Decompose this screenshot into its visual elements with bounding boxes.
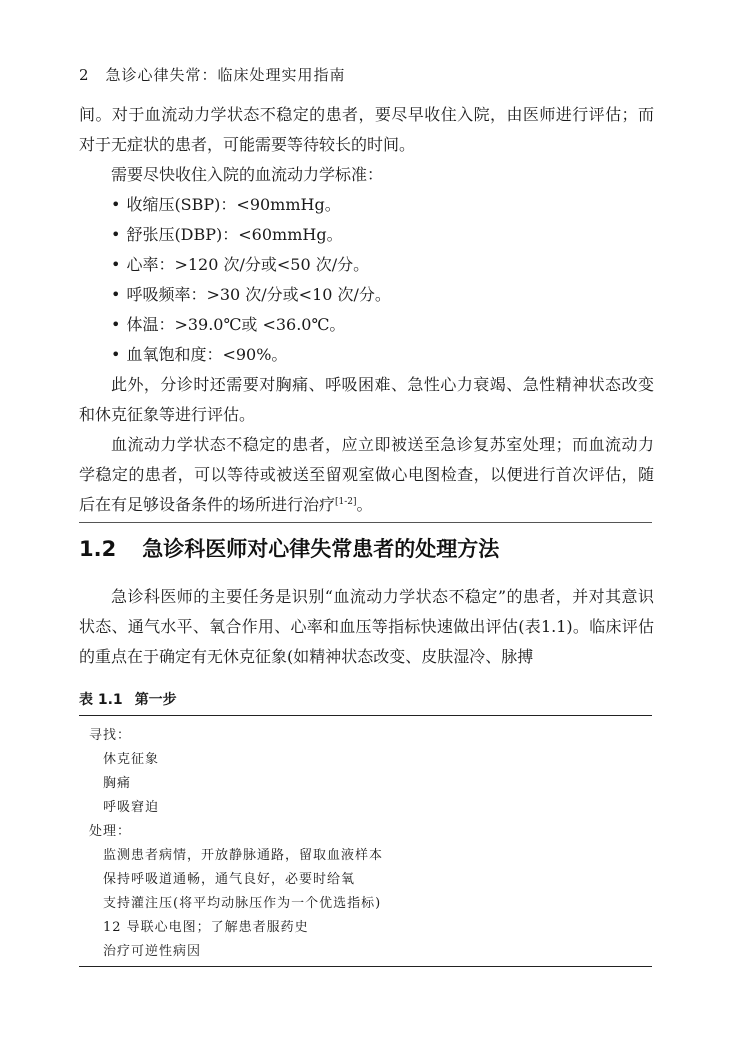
- criteria-intro: 需要尽快收住入院的血流动力学标准：: [111, 165, 384, 184]
- table-1-1: [79, 715, 652, 967]
- section-title: 急诊科医师对心律失常患者的处理方法: [142, 537, 500, 561]
- criteria-item: • 血氧饱和度：<90%。: [111, 340, 654, 370]
- look-for-label: 寻找：: [89, 728, 132, 743]
- paragraph-continuation: 间。对于血流动力学状态不稳定的患者，要尽早收住入院，由医师进行评估；而对于无症状的患者，可能需要等待较长的时间。: [79, 105, 654, 154]
- section-heading: [79, 522, 652, 569]
- treatment-item: 保持呼吸道通畅，通气良好，必要时给氧: [103, 872, 356, 887]
- treatment-item: 治疗可逆性病因: [103, 944, 202, 959]
- criteria-item: • 心率：>120 次/分或<50 次/分。: [111, 250, 654, 280]
- table-caption: [79, 688, 652, 712]
- paragraph-unstable: [79, 430, 654, 520]
- criteria-list: [79, 190, 654, 370]
- look-for-item: 呼吸窘迫: [103, 800, 160, 815]
- citation: [1-2]: [335, 497, 357, 507]
- running-header: [79, 64, 346, 85]
- section-number: 1.2: [79, 537, 117, 561]
- criteria-item: • 呼吸频率：>30 次/分或<10 次/分。: [111, 280, 654, 310]
- criteria-item: • 舒张压(DBP)：<60mmHg。: [111, 220, 654, 250]
- treatment-item: 监测患者病情，开放静脉通路，留取血液样本: [103, 848, 384, 863]
- look-for-item: 胸痛: [103, 776, 132, 791]
- section1-body: [79, 100, 654, 520]
- treatment-item: 支持灌注压(将平均动脉压作为一个优选指标): [103, 896, 382, 911]
- section2-paragraph: 急诊科医师的主要任务是识别“血流动力学状态不稳定”的患者，并对其意识状态、通气水平、氧合作用、心率和血压等指标快速做出评估(表1.1)。临床评估的重点在于确定有无休克征象(如精神状态改变、皮肤湿冷、脉搏: [79, 587, 654, 666]
- treatment-label: 处理：: [89, 824, 132, 839]
- table-number: 表 1.1: [79, 692, 123, 708]
- paragraph-triage: 此外，分诊时还需要对胸痛、呼吸困难、急性心力衰竭、急性精神状态改变和休克征象等进行评估。: [79, 375, 654, 424]
- paragraph-end: 。: [356, 495, 373, 514]
- section2-body: [79, 582, 654, 672]
- treatment-item: 12 导联心电图；了解患者服药史: [103, 920, 309, 935]
- criteria-item: • 体温：>39.0℃或 <36.0℃。: [111, 310, 654, 340]
- page-number: 2: [79, 66, 90, 84]
- criteria-item: • 收缩压(SBP)：<90mmHg。: [111, 190, 654, 220]
- table-title: 第一步: [134, 692, 177, 708]
- look-for-item: 休克征象: [103, 752, 160, 767]
- book-title: 急诊心律失常：临床处理实用指南: [105, 66, 346, 84]
- paragraph-unstable-text: 血流动力学状态不稳定的患者，应立即被送至急诊复苏室处理；而血流动力学稳定的患者，可以等待或被送至留观室做心电图检查，以便进行首次评估，随后在有足够设备条件的场所进行治疗: [79, 435, 654, 514]
